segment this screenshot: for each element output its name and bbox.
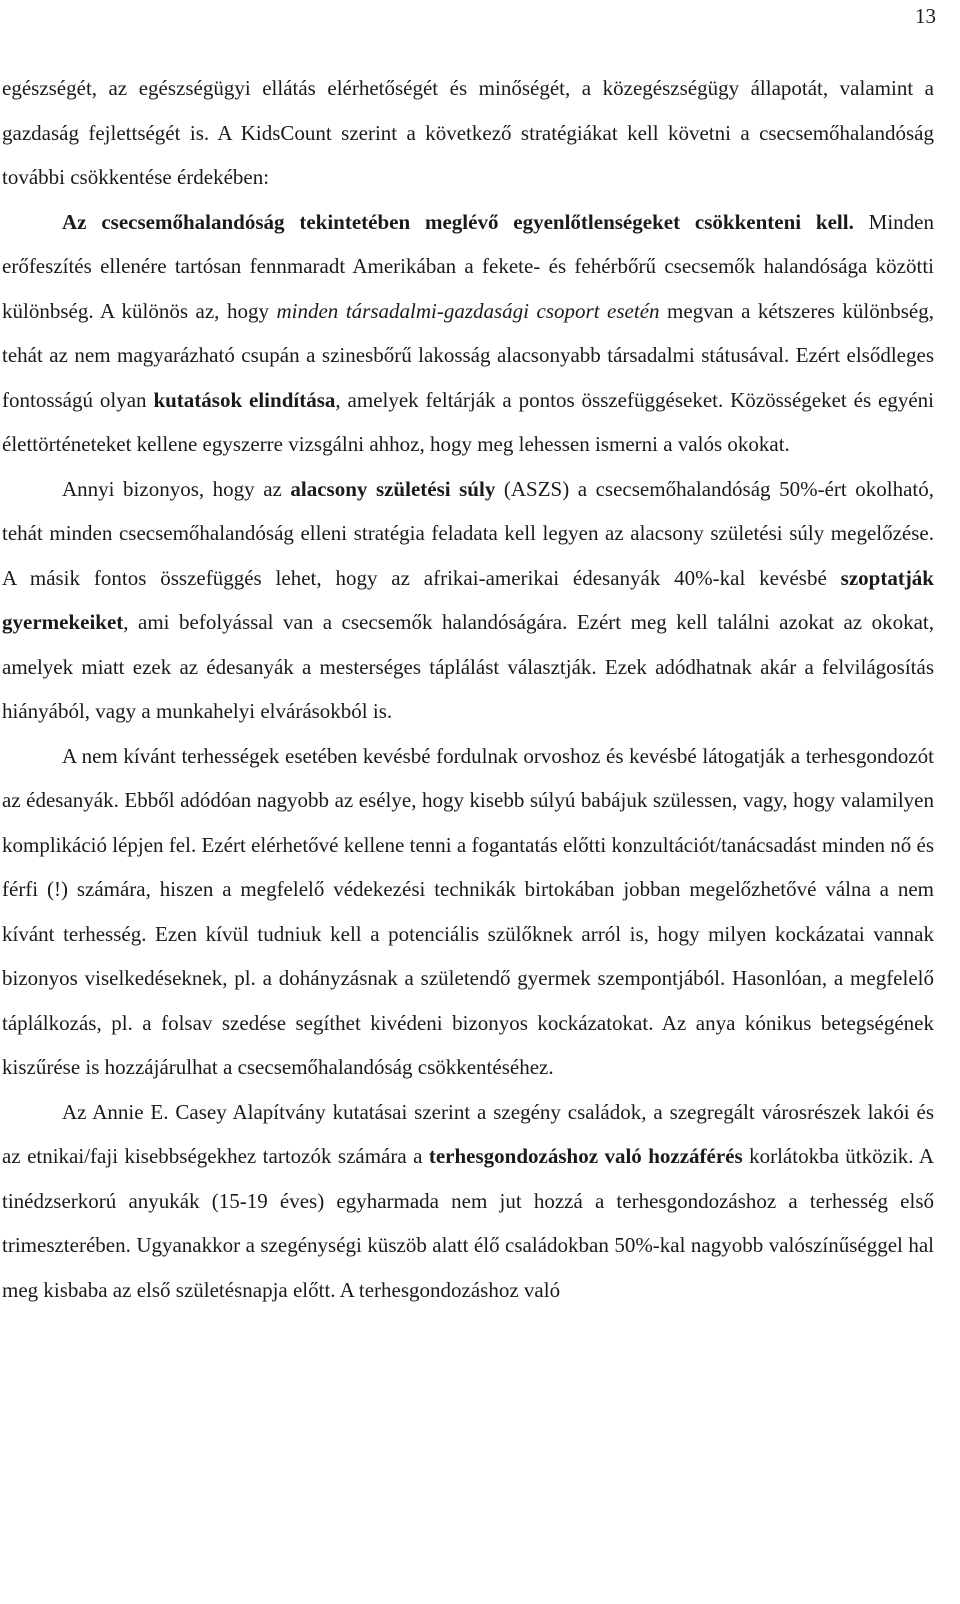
bold-text: Az csecsemőhalandóság tekintetében meglévő egyenlőtlenségeket csökkenteni kell. bbox=[62, 209, 854, 234]
text-run: , ami befolyással van a csecsemők halandóságára. Ezért meg kell találni azokat az okokat, amelyek miatt ezek az édesanyák a mesterséges táplálást választják. Ezek adódhatnak akár a felvilágosítás hiányából, vagy a munkahelyi elvárásokból is. bbox=[2, 610, 934, 723]
text-run: egészségét, az egészségügyi ellátás elérhetőségét és minőségét, a közegészségügy állapotát, valamint a gazdaság fejlettségét is. A KidsCount szerint a következő stratégiákat kell követni a csecsemőhalandóság további csökkentése érdekében: bbox=[2, 76, 934, 189]
bold-text: alacsony születési súly bbox=[290, 476, 496, 501]
document-body bbox=[2, 66, 934, 1312]
paragraph-5 bbox=[2, 1090, 934, 1313]
text-run: (ASZS) a csecsemőhalandóság 50%-ért okolható, tehát minden csecsemőhalandóság elleni stratégia feladata kell legyen az alacsony születési súly megelőzése. A másik fontos összefüggés lehet, hogy az afrikai-amerikai édesanyák 40%-kal kevésbé bbox=[2, 476, 934, 590]
italic-text: minden társadalmi-gazdasági csoport esetén bbox=[276, 298, 660, 323]
paragraph-1 bbox=[2, 66, 934, 200]
bold-text: kutatások elindítása bbox=[153, 387, 336, 412]
bold-text: szoptatják gyermekeiket bbox=[2, 565, 934, 634]
bold-text: terhesgondozáshoz való hozzáférés bbox=[428, 1144, 743, 1168]
text-run: Az Annie E. Casey Alapítvány kutatásai szerint a szegény családok, a szegregált városrészek lakói és az etnikai/faji kisebbségekhez tartozók számára a bbox=[2, 1099, 934, 1168]
text-run: Minden erőfeszítés ellenére tartósan fennmaradt Amerikában a fekete- és fehérbőrű csecsemők halandósága közötti különbség. A különös az, hogy bbox=[2, 209, 935, 323]
page-number: 13 bbox=[915, 4, 936, 28]
text-run: korlátokba ütközik. A tinédzserkorú anyukák (15-19 éves) egyharmada nem jut hozzá a terhesgondozáshoz a terhesség első trimeszterében. Ugyanakkor a szegénységi küszöb alatt élő családokban 50%-kal nagyobb valószínűséggel hal meg kisbaba az első születésnapja előtt. A terhesgondozáshoz való bbox=[2, 1144, 934, 1302]
paragraph-4 bbox=[2, 734, 934, 1090]
text-run: A nem kívánt terhességek esetében kevésbé fordulnak orvoshoz és kevésbé látogatják a terhesgondozót az édesanyák. Ebből adódóan nagyobb az esélye, hogy kisebb súlyú babájuk szülessen, vagy, hogy valamilyen komplikáció lépjen fel. Ezért elérhetővé kellene tenni a fogantatás előtti konzultációt/tanácsadást minden nő és férfi (!) számára, hiszen a megfelelő védekezési technikák birtokában jobban megelőzhetővé válna a nem kívánt terhesség. Ezen kívül tudniuk kell a potenciális szülőknek arról is, hogy milyen kockázatai vannak bizonyos viselkedéseknek, pl. a dohányzásnak a születendő gyermek szempontjából. Hasonlóan, a megfelelő táplálkozás, pl. a folsav szedése segíthet kivédeni bizonyos kockázatokat. Az anya kónikus betegségének kiszűrése is hozzájárulhat a csecsemőhalandóság csökkentéséhez. bbox=[2, 743, 934, 1079]
paragraph-3 bbox=[2, 467, 934, 734]
paragraph-2 bbox=[2, 200, 934, 467]
text-run: megvan a kétszeres különbség, tehát az nem magyarázható csupán a szinesbőrű lakosság alacsonyabb társadalmi státusával. Ezért elsődleges fontosságú olyan bbox=[2, 298, 934, 412]
text-run: , amelyek feltárják a pontos összefüggéseket. Közösségeket és egyéni élettörténeteket kellene egyszerre vizsgálni ahhoz, hogy meg lehessen ismerni a valós okokat. bbox=[2, 387, 934, 456]
text-run: Annyi bizonyos, hogy az bbox=[62, 476, 291, 501]
